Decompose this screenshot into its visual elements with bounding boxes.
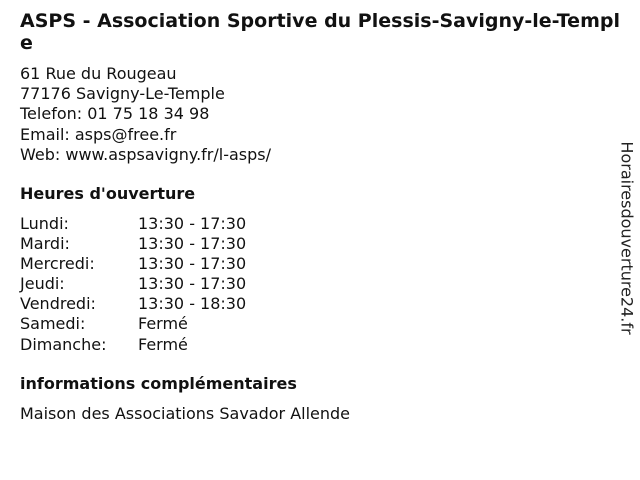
time-value: Fermé bbox=[138, 334, 188, 354]
website-address: Web: www.aspsavigny.fr/l-asps/ bbox=[20, 144, 271, 164]
hours-row-wednesday bbox=[20, 254, 246, 274]
time-value: 13:30 - 18:30 bbox=[138, 294, 247, 314]
hours-row-friday bbox=[20, 294, 246, 314]
time-value: 13:30 - 17:30 bbox=[138, 254, 247, 274]
email-address: Email: asps@free.fr bbox=[20, 124, 177, 144]
opening-hours-table bbox=[20, 214, 246, 355]
additional-info-heading: informations complémentaires bbox=[20, 374, 297, 393]
address-block bbox=[20, 64, 271, 165]
watermark-brand: Horairesdouverture24.fr bbox=[617, 141, 637, 335]
day-label: Samedi: bbox=[20, 314, 86, 334]
city-address: 77176 Savigny-Le-Temple bbox=[20, 84, 225, 104]
additional-info-text: Maison des Associations Savador Allende bbox=[20, 404, 351, 423]
day-label: Vendredi: bbox=[20, 294, 96, 314]
day-label: Mardi: bbox=[20, 234, 70, 254]
street-address: 61 Rue du Rougeau bbox=[20, 64, 177, 83]
hours-row-monday bbox=[20, 214, 246, 234]
hours-row-sunday bbox=[20, 335, 246, 355]
opening-hours-heading: Heures d'ouverture bbox=[20, 184, 196, 203]
day-label: Dimanche: bbox=[20, 334, 107, 354]
day-label: Mercredi: bbox=[20, 254, 95, 274]
hours-row-tuesday bbox=[20, 234, 246, 254]
hours-row-saturday bbox=[20, 314, 246, 334]
phone-number: Telefon: 01 75 18 34 98 bbox=[20, 104, 210, 124]
time-value: 13:30 - 17:30 bbox=[138, 234, 247, 254]
time-value: 13:30 - 17:30 bbox=[138, 214, 247, 233]
day-label: Jeudi: bbox=[20, 274, 65, 294]
page-title: ASPS - Association Sportive du Plessis-Savigny-le-Temple bbox=[20, 10, 620, 54]
hours-row-thursday bbox=[20, 274, 246, 294]
day-label: Lundi: bbox=[20, 214, 69, 233]
time-value: 13:30 - 17:30 bbox=[138, 274, 247, 294]
time-value: Fermé bbox=[138, 314, 188, 334]
